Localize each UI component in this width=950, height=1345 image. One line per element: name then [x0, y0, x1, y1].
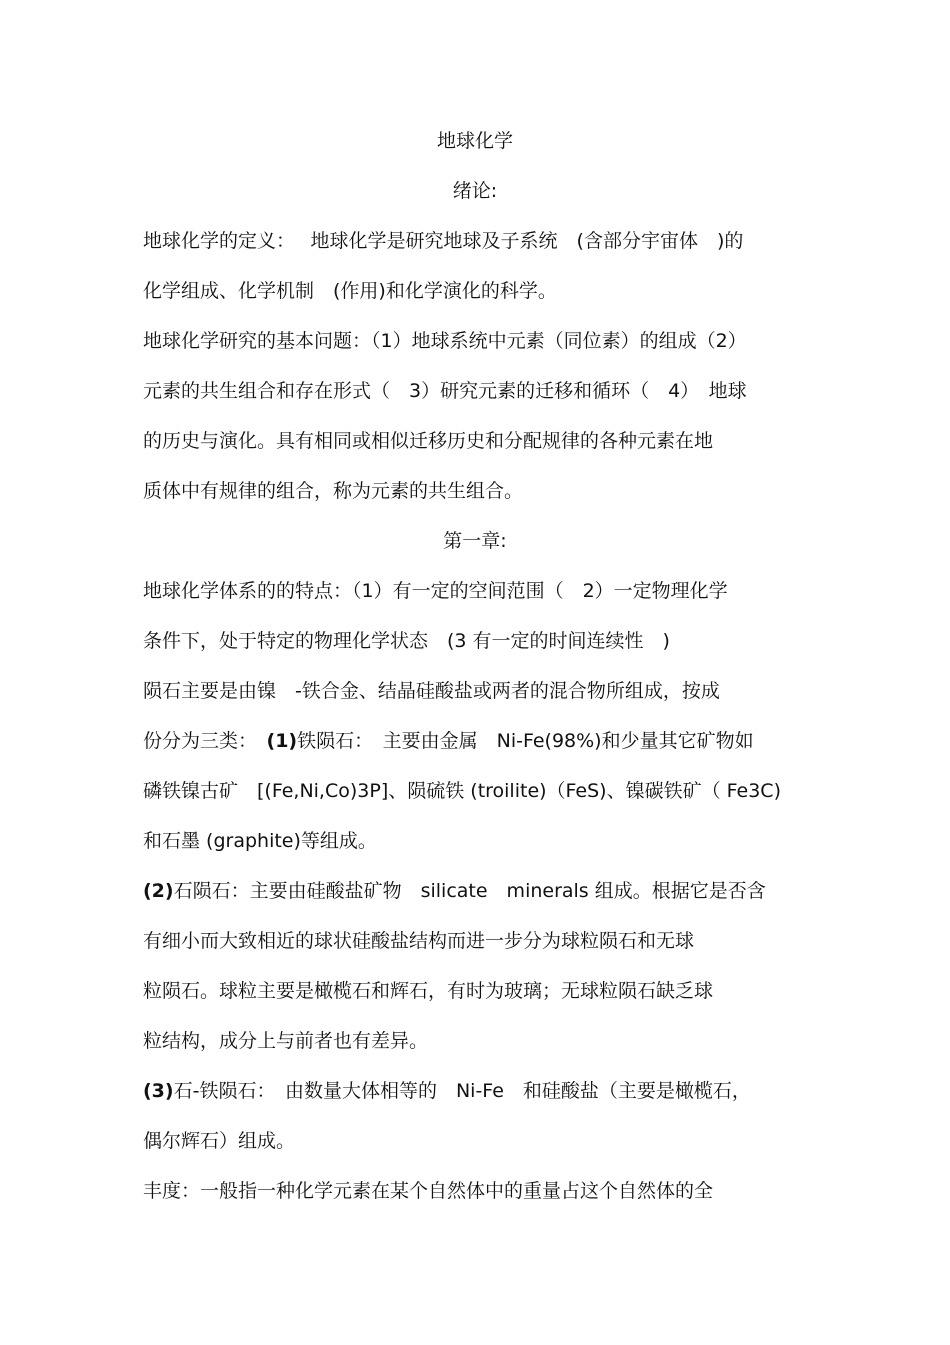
paragraph-line: 地球化学的定义： 地球化学是研究地球及子系统 (含部分宇宙体 )的	[143, 230, 744, 252]
document-title: 地球化学	[436, 130, 513, 152]
intro-heading: 绪论:	[452, 180, 498, 202]
paragraph-line: 条件下，处于特定的物理化学状态 (3 有一定的时间连续性 )	[143, 630, 670, 652]
item-number: (3)	[143, 1080, 174, 1102]
line-text: 铁陨石： 主要由金属 Ni-Fe(98%)和少量其它矿物如	[297, 730, 754, 752]
stony-iron-meteorite-line	[143, 1078, 823, 1104]
paragraph-line: 地球化学研究的基本问题：（1）地球系统中元素（同位素）的组成（2）	[143, 330, 747, 352]
paragraph-line: 质体中有规律的组合，称为元素的共生组合。	[143, 480, 524, 502]
paragraph-line: 有细小而大致相近的球状硅酸盐结构而进一步分为球粒陨石和无球	[143, 930, 695, 952]
paragraph-line: 陨石主要是由镍 -铁合金、结晶硅酸盐或两者的混合物所组成，按成	[143, 680, 720, 702]
paragraph-line: 丰度：一般指一种化学元素在某个自然体中的重量占这个自然体的全	[143, 1180, 714, 1202]
line-text: 石-铁陨石： 由数量大体相等的 Ni-Fe 和硅酸盐（主要是橄榄石，	[173, 1080, 751, 1102]
chapter1-heading: 第一章:	[443, 530, 507, 552]
paragraph-line: 和石墨 (graphite)等组成。	[143, 830, 377, 852]
paragraph-line: 粒结构，成分上与前者也有差异。	[143, 1030, 429, 1052]
line-prefix: 份分为三类：	[143, 730, 267, 752]
paragraph-line: 粒陨石。球粒主要是橄榄石和辉石，有时为玻璃；无球粒陨石缺乏球	[143, 980, 714, 1002]
line-text: 石陨石：主要由硅酸盐矿物 silicate minerals 组成。根据它是否含	[173, 880, 766, 902]
stony-meteorite-line	[143, 878, 823, 904]
paragraph-line: 的历史与演化。具有相同或相似迁移历史和分配规律的各种元素在地	[143, 430, 714, 452]
item-number: (1)	[266, 730, 298, 752]
item-number: (2)	[143, 880, 174, 902]
iron-meteorite-line	[143, 728, 823, 754]
paragraph-line: 磷铁镍古矿 [(Fe,Ni,Co)3P]、陨硫铁 (troilite)（FeS)、镍碳铁矿（ Fe3C)	[143, 780, 781, 802]
paragraph-line: 元素的共生组合和存在形式（ 3）研究元素的迁移和循环（ 4） 地球	[143, 380, 747, 402]
paragraph-line: 化学组成、化学机制 (作用)和化学演化的科学。	[143, 280, 557, 302]
paragraph-line: 偶尔辉石）组成。	[143, 1130, 296, 1152]
paragraph-line: 地球化学体系的的特点：（1）有一定的空间范围（ 2）一定物理化学	[143, 580, 728, 602]
